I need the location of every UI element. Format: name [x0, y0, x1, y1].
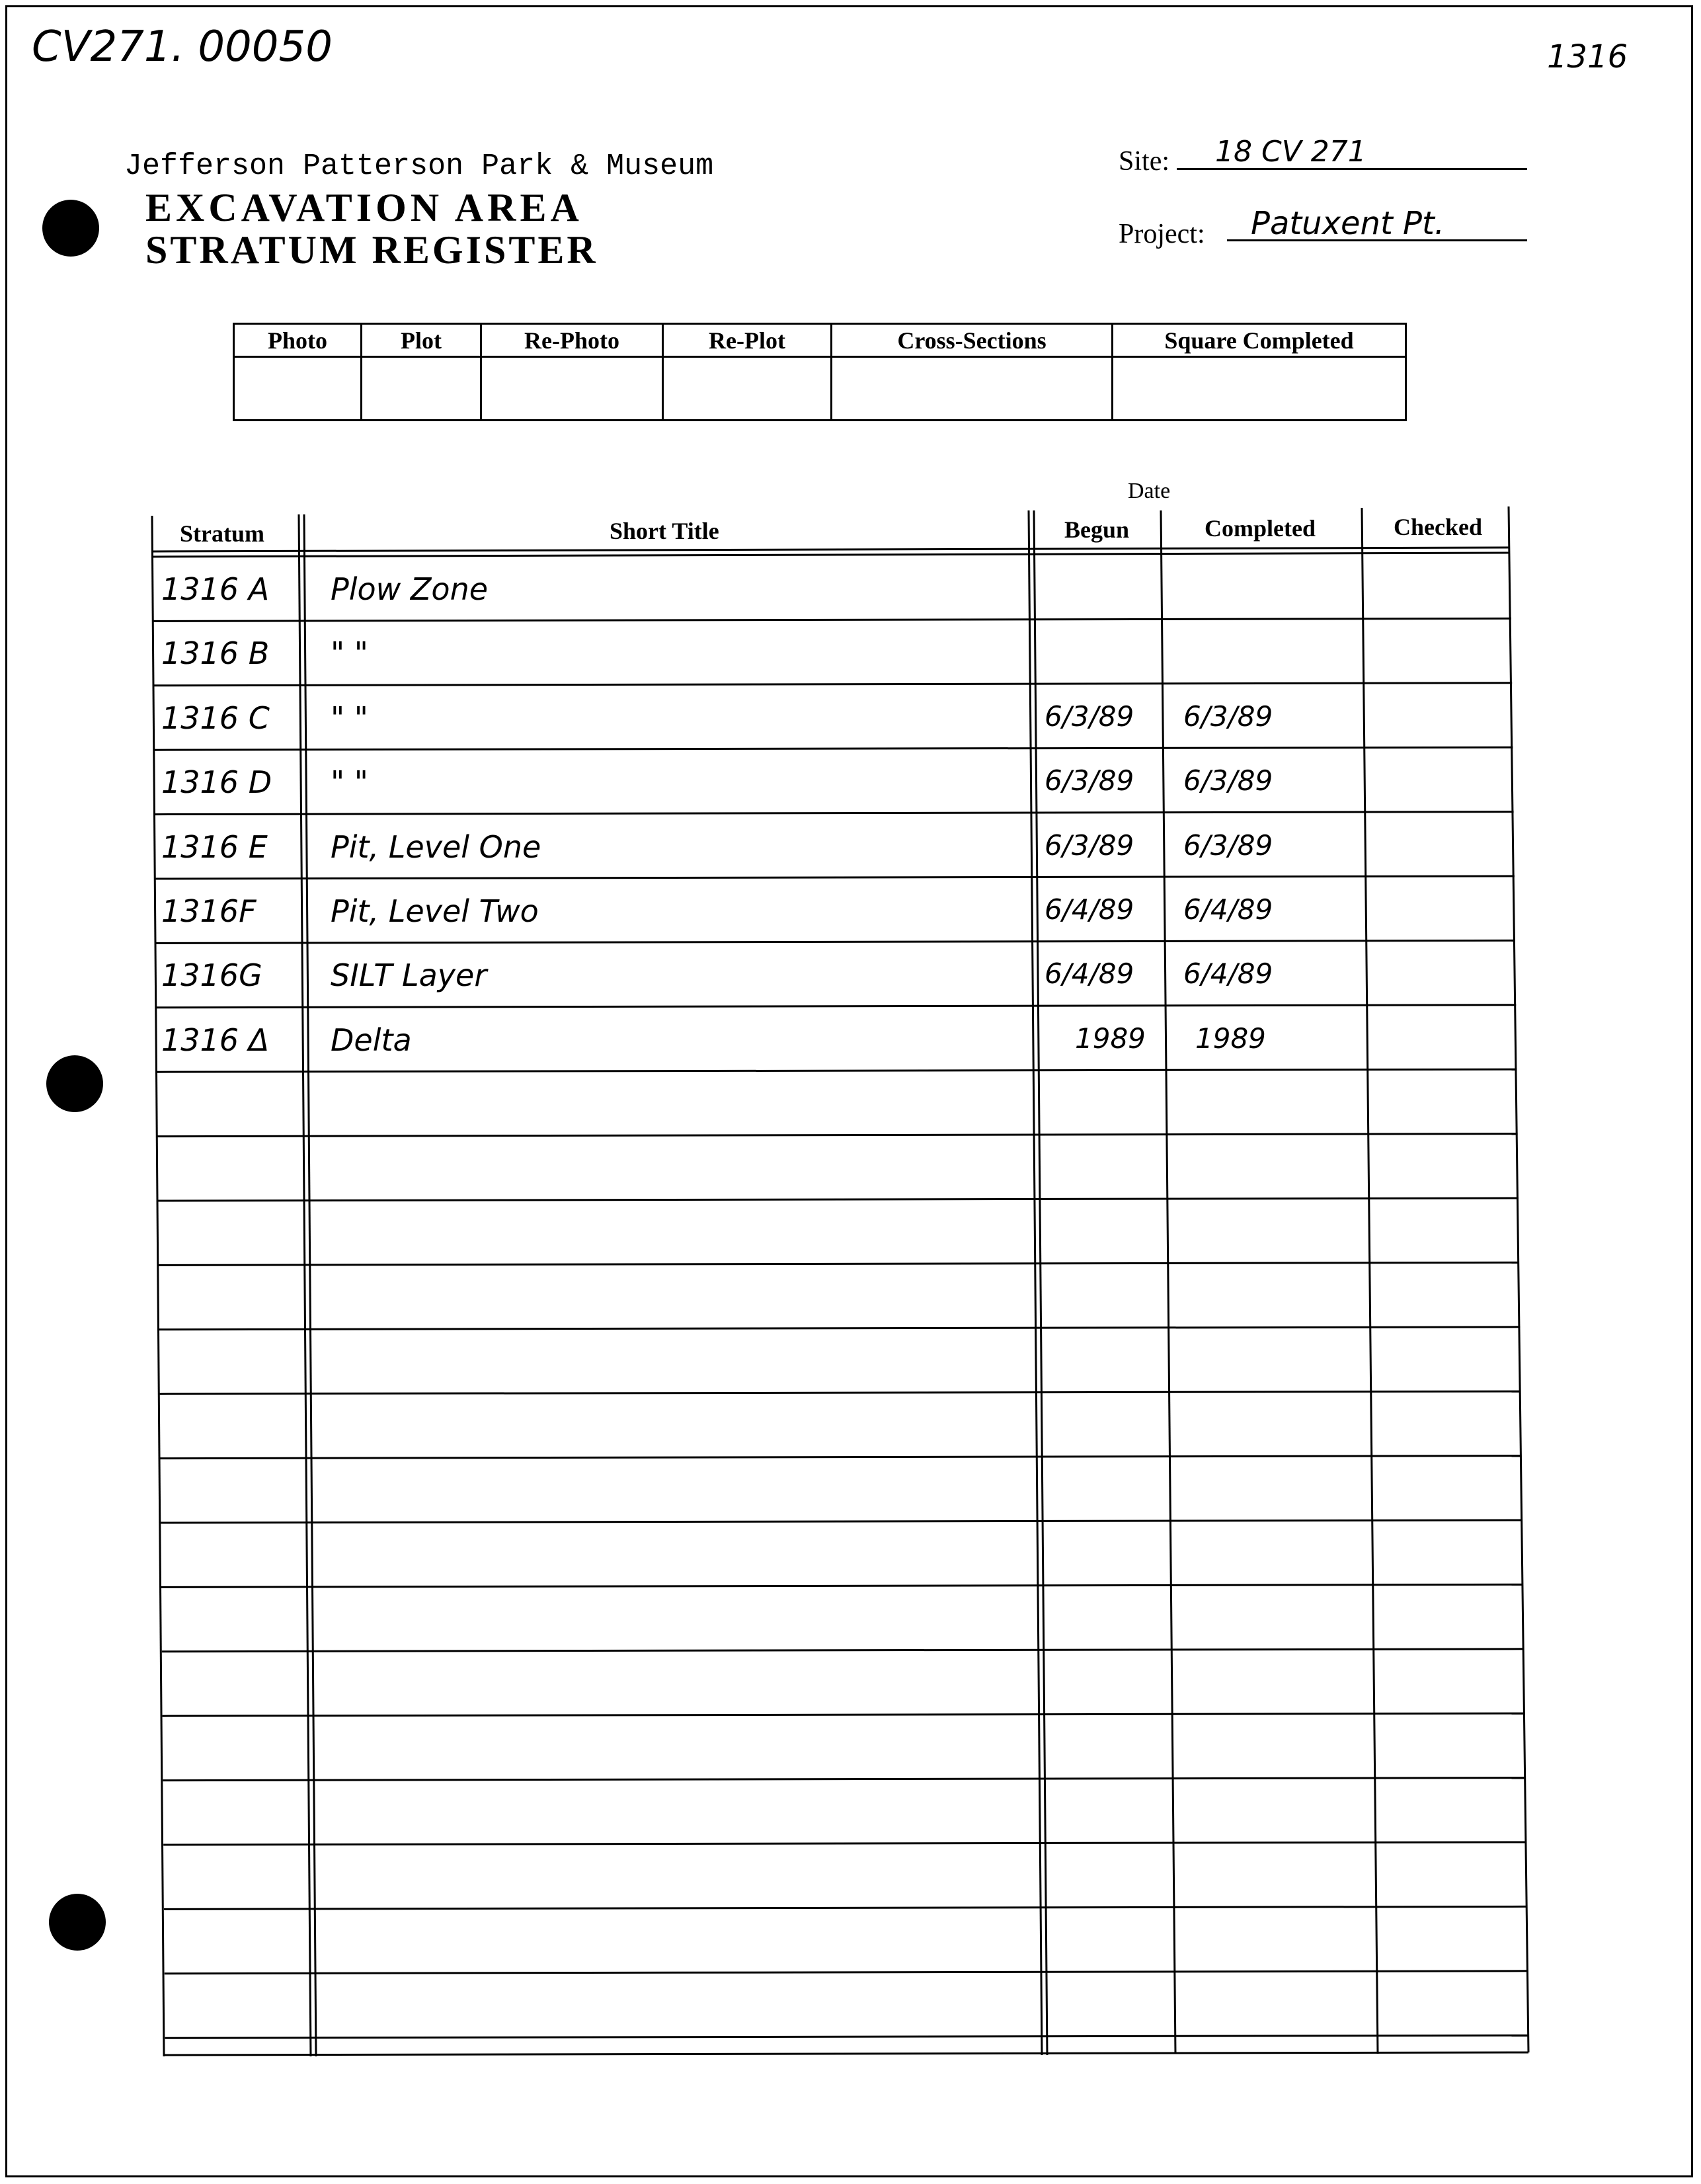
row-rule	[155, 876, 1515, 879]
status-header-cross-sections: Cross-Sections	[832, 324, 1113, 357]
short-title-cell[interactable]: Pit, Level One	[331, 829, 541, 865]
stratum-cell[interactable]: 1316 C	[161, 700, 270, 736]
row-rule	[155, 747, 1513, 750]
row-rule	[159, 1262, 1519, 1265]
completed-date-cell[interactable]: 6/3/89	[1183, 700, 1273, 733]
form-title-line1: EXCAVATION AREA	[145, 186, 583, 229]
row-rule	[159, 1327, 1520, 1330]
row-rule	[164, 1906, 1527, 1909]
completed-date-cell[interactable]: 6/4/89	[1183, 893, 1273, 926]
row-rule	[156, 940, 1515, 943]
header-checked: Checked	[1394, 514, 1482, 540]
short-title-cell[interactable]: Delta	[331, 1022, 412, 1058]
begun-date-cell[interactable]: 6/4/89	[1045, 957, 1134, 991]
row-rule	[158, 1198, 1519, 1201]
short-title-cell[interactable]: " "	[331, 700, 368, 736]
begun-date-cell[interactable]: 6/3/89	[1045, 764, 1134, 797]
status-header-square-completed: Square Completed	[1113, 324, 1406, 357]
row-rule	[157, 1005, 1516, 1008]
completed-date-cell[interactable]: 1989	[1195, 1022, 1266, 1055]
row-rule	[160, 1391, 1521, 1394]
project-label: Project:	[1119, 219, 1205, 249]
project-value[interactable]: Patuxent Pt.	[1251, 205, 1445, 242]
status-header-plot: Plot	[362, 324, 481, 357]
header-short-title: Short Title	[610, 518, 719, 544]
header-stratum: Stratum	[180, 520, 264, 547]
row-rule	[163, 1778, 1525, 1781]
row-rule	[157, 1134, 1517, 1137]
form-title-line2: STRATUM REGISTER	[145, 228, 598, 272]
status-header-re-plot: Re-Plot	[663, 324, 832, 357]
document-id: CV271. 00050	[32, 22, 333, 71]
site-label: Site:	[1119, 146, 1170, 177]
site-value[interactable]: 18 CV 271	[1215, 135, 1366, 169]
row-rule	[155, 812, 1513, 815]
date-group-label: Date	[1128, 479, 1171, 503]
row-rule	[161, 1584, 1523, 1587]
short-title-cell[interactable]: Plow Zone	[331, 571, 489, 607]
short-title-cell[interactable]: " "	[331, 635, 368, 672]
row-rule	[153, 618, 1511, 621]
completed-date-cell[interactable]: 6/4/89	[1183, 957, 1273, 991]
page-number: 1316	[1547, 38, 1628, 75]
stratum-cell[interactable]: 1316 Δ	[161, 1022, 270, 1058]
row-rule	[154, 683, 1512, 686]
stratum-cell[interactable]: 1316G	[161, 957, 262, 994]
stratum-cell[interactable]: 1316 D	[161, 764, 272, 801]
row-rule	[160, 1456, 1521, 1459]
row-rule	[165, 1971, 1528, 1974]
completed-date-cell[interactable]: 6/3/89	[1183, 829, 1273, 862]
stratum-cell[interactable]: 1316 A	[161, 571, 270, 607]
stratum-cell[interactable]: 1316 E	[161, 829, 268, 865]
header-completed: Completed	[1205, 515, 1316, 542]
row-rule	[162, 1649, 1524, 1652]
row-rule	[163, 1842, 1526, 1845]
row-rule	[165, 2035, 1529, 2038]
header-begun: Begun	[1064, 516, 1130, 543]
stratum-cell[interactable]: 1316 B	[161, 635, 270, 672]
status-header-re-photo: Re-Photo	[481, 324, 663, 357]
row-rule	[157, 1069, 1517, 1072]
short-title-cell[interactable]: Pit, Level Two	[331, 893, 539, 929]
status-header-photo: Photo	[234, 324, 362, 357]
row-rule	[163, 1713, 1525, 1716]
begun-date-cell[interactable]: 6/3/89	[1045, 700, 1134, 733]
row-rule	[161, 1520, 1523, 1523]
organization-name: Jefferson Patterson Park & Museum	[124, 149, 714, 183]
short-title-cell[interactable]: " "	[331, 764, 368, 801]
short-title-cell[interactable]: SILT Layer	[331, 957, 487, 994]
begun-date-cell[interactable]: 1989	[1075, 1022, 1146, 1055]
stratum-cell[interactable]: 1316F	[161, 893, 257, 929]
begun-date-cell[interactable]: 6/4/89	[1045, 893, 1134, 926]
begun-date-cell[interactable]: 6/3/89	[1045, 829, 1134, 862]
completed-date-cell[interactable]: 6/3/89	[1183, 764, 1273, 797]
